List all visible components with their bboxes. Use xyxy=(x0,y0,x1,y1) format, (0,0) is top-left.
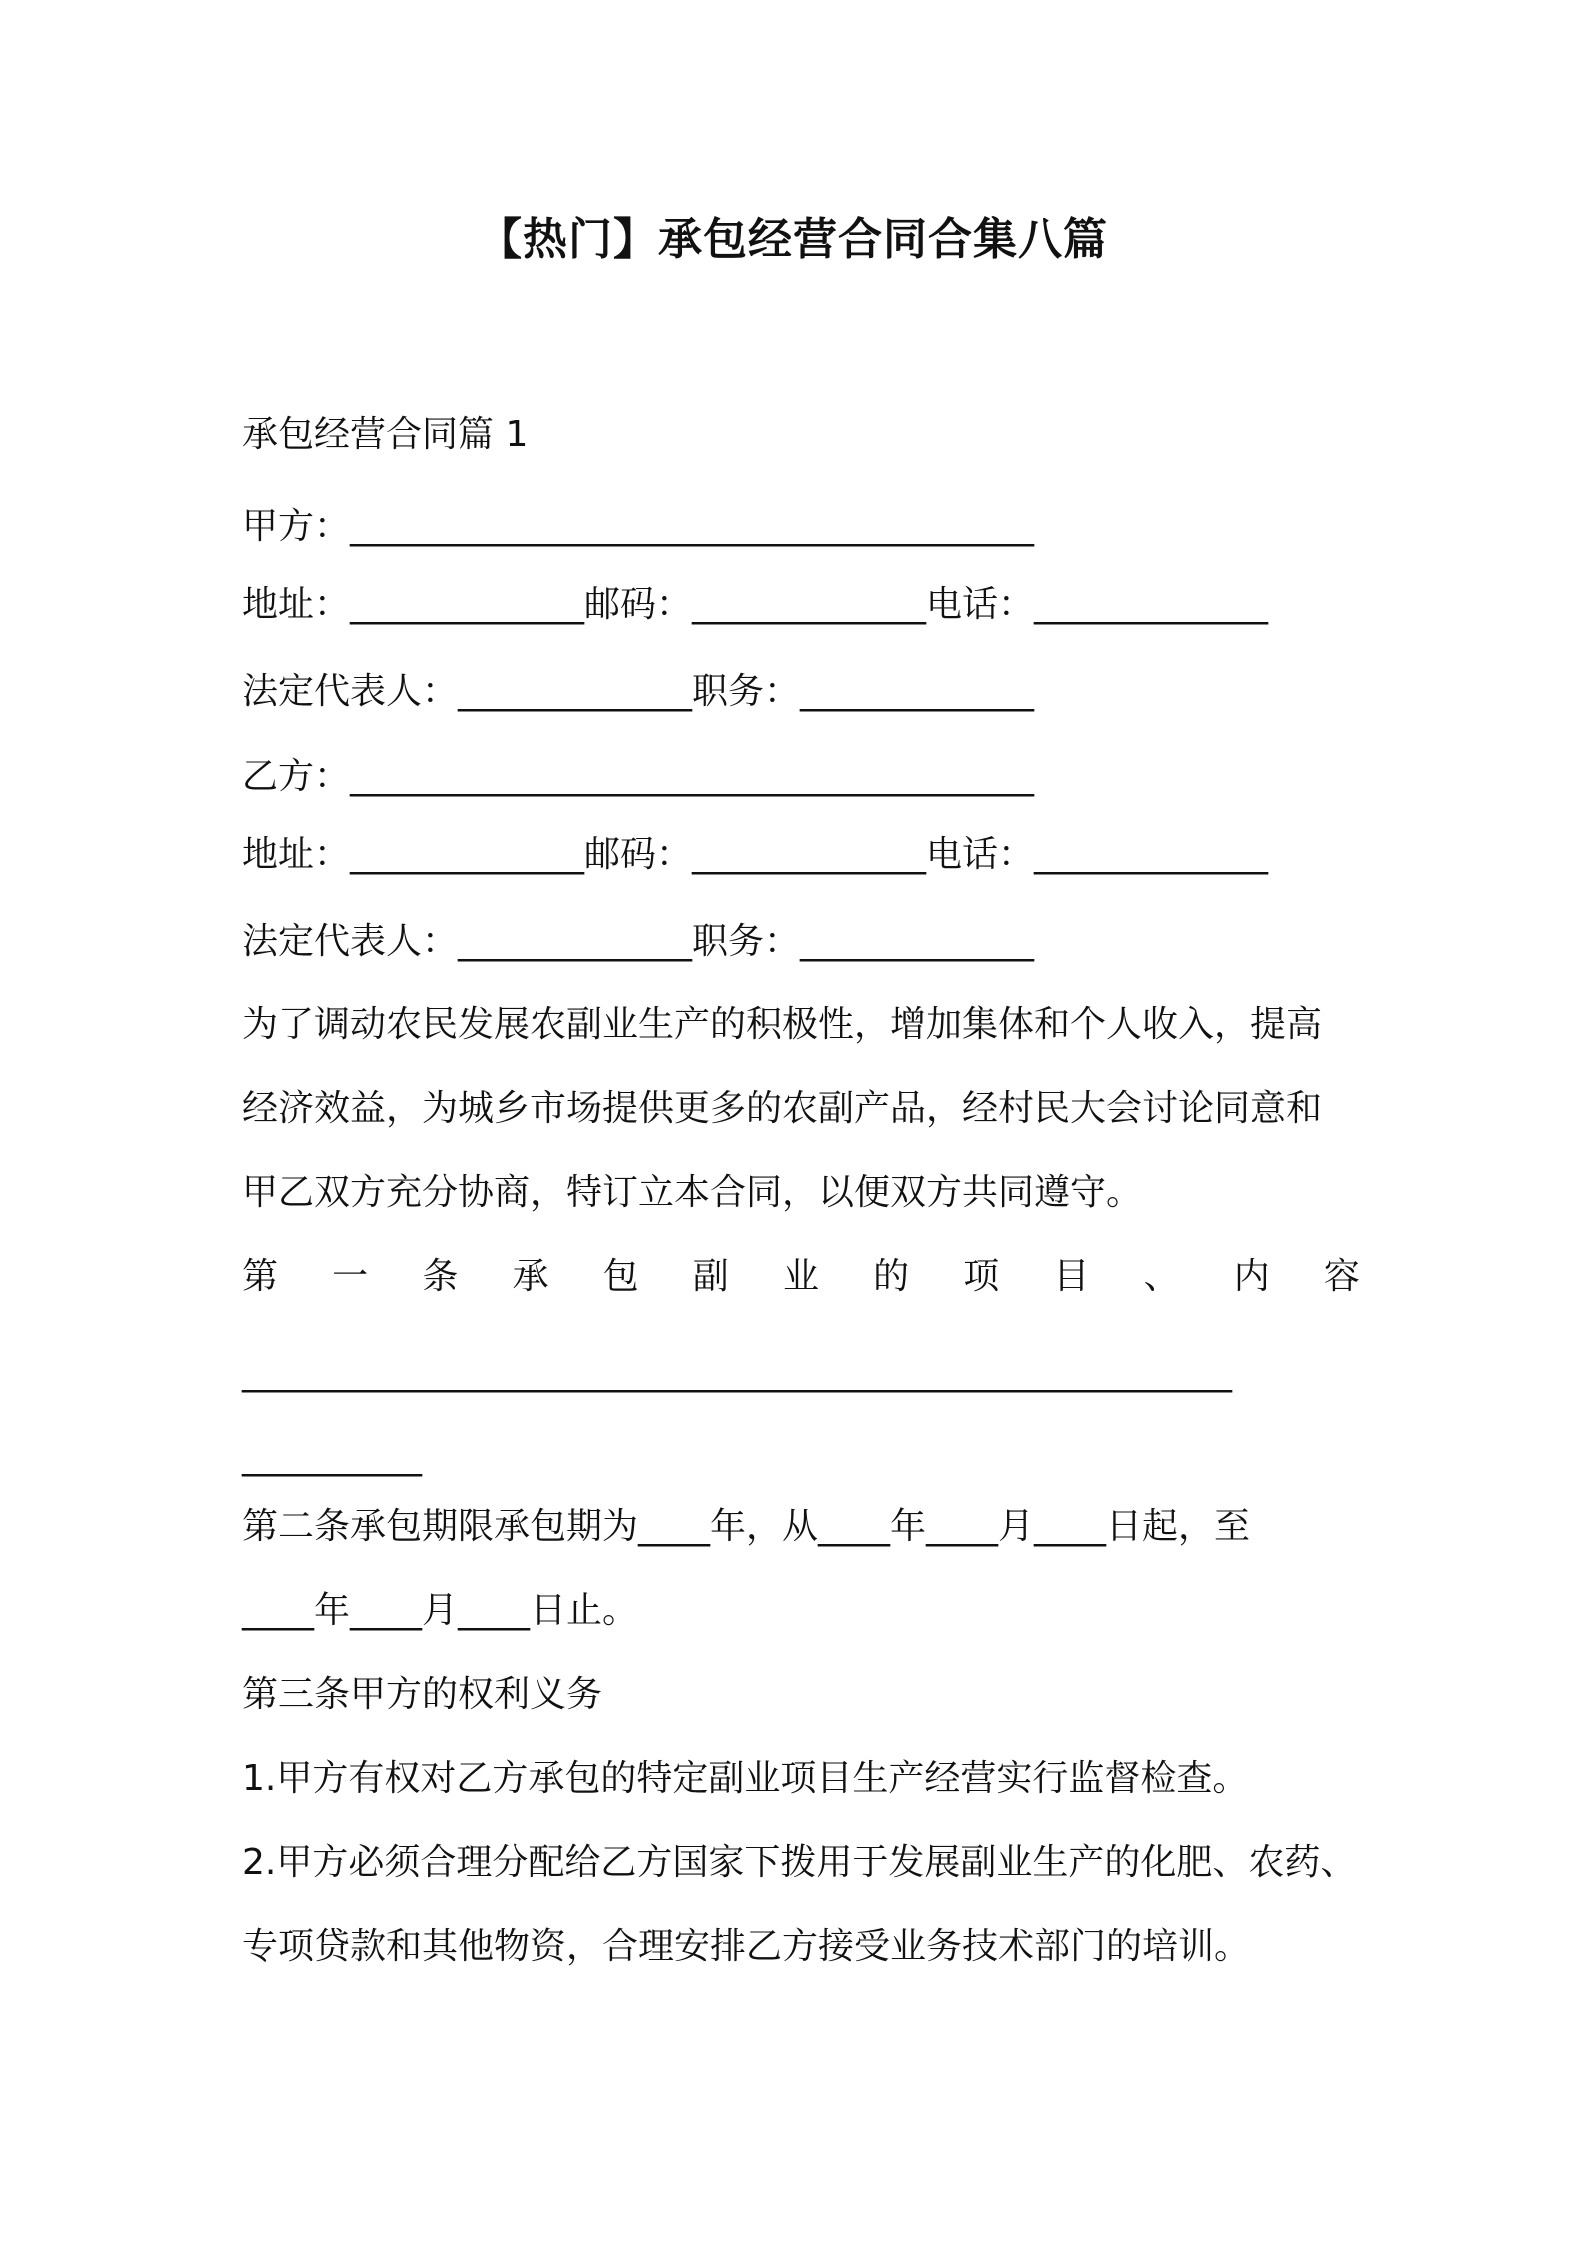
article-1-blank-line: _______________________________________________________ xyxy=(242,1352,1232,1393)
article-1-char: 目 xyxy=(1053,1256,1090,1297)
article-1-char: 内 xyxy=(1233,1256,1270,1297)
party-b-representative-line: 法定代表人：_____________职务：_____________ xyxy=(242,921,1035,962)
party-a-address-line: 地址：_____________邮码：_____________电话：_____________ xyxy=(242,584,1269,625)
article-1-blank-line: __________ xyxy=(242,1436,422,1477)
article-1-char: 项 xyxy=(963,1256,1000,1297)
article-2-line: ____年____月____日止。 xyxy=(242,1590,639,1631)
article-3-item: 专项贷款和其他物资，合理安排乙方接受业务技术部门的培训。 xyxy=(242,1926,1251,1967)
party-a-representative-line: 法定代表人：_____________职务：_____________ xyxy=(242,671,1035,712)
article-1-char: 一 xyxy=(332,1256,369,1297)
party-a-line: 甲方：______________________________________ xyxy=(242,506,1035,547)
preamble-line: 经济效益，为城乡市场提供更多的农副产品，经村民大会讨论同意和 xyxy=(242,1088,1323,1129)
article-2-line: 第二条承包期限承包期为____年，从____年____月____日起，至 xyxy=(242,1506,1251,1547)
article-1-char: 、 xyxy=(1143,1256,1180,1297)
party-b-line: 乙方：______________________________________ xyxy=(242,756,1035,797)
article-1-char: 承 xyxy=(512,1256,549,1297)
article-1-char: 第 xyxy=(242,1256,279,1297)
article-1-char: 包 xyxy=(602,1256,639,1297)
article-3-item: 2.甲方必须合理分配给乙方国家下拨用于发展副业生产的化肥、农药、 xyxy=(242,1842,1357,1883)
article-3-heading: 第三条甲方的权利义务 xyxy=(242,1674,603,1715)
preamble-line: 甲乙双方充分协商，特订立本合同，以便双方共同遵守。 xyxy=(242,1172,1143,1213)
article-3-item: 1.甲方有权对乙方承包的特定副业项目生产经营实行监督检查。 xyxy=(242,1758,1249,1799)
party-b-address-line: 地址：_____________邮码：_____________电话：_____________ xyxy=(242,834,1269,875)
article-1-char: 的 xyxy=(873,1256,910,1297)
preamble-line: 为了调动农民发展农副业生产的积极性，增加集体和个人收入，提高 xyxy=(242,1004,1323,1045)
article-1-char: 条 xyxy=(422,1256,459,1297)
document-title: 【热门】承包经营合同合集八篇 xyxy=(478,214,1108,265)
article-1-char: 业 xyxy=(782,1256,819,1297)
article-1-char: 容 xyxy=(1323,1256,1360,1297)
section-heading: 承包经营合同篇 1 xyxy=(242,414,529,455)
article-1-char: 副 xyxy=(692,1256,729,1297)
article-1-heading xyxy=(242,1252,1360,1302)
